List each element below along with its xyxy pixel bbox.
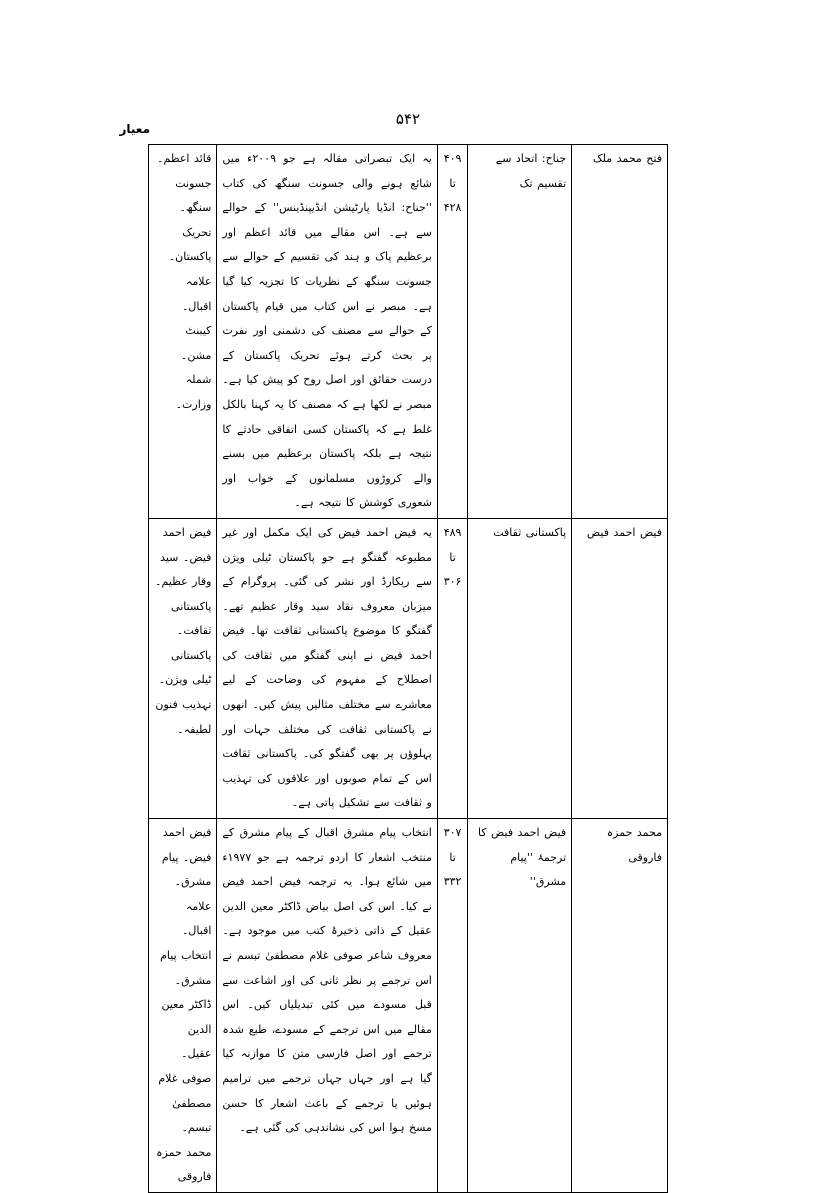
page-to: تا (449, 850, 456, 864)
table-row (149, 518, 668, 818)
table-row (149, 145, 668, 519)
keywords-cell: فیض احمد فیض۔ سید وقار عظیم۔ پاکستانی ثقافت۔ پاکستانی ٹیلی ویژن۔ تہذیب فنون لطیفہ۔ (149, 518, 217, 818)
title-cell: فیض احمد فیض کا ترجمۂ ''پیام مشرق'' (468, 819, 572, 1193)
page-end: ۴۲۸ (443, 201, 462, 215)
page-end: ۳۰۶ (443, 575, 462, 589)
pages-cell (437, 819, 468, 1193)
page-number: ۵۴۲ (395, 110, 421, 128)
page-end: ۳۳۲ (443, 875, 462, 889)
title-cell: پاکستانی ثقافت (468, 518, 572, 818)
index-table (148, 144, 668, 1193)
page-start: ۳۰۷ (443, 826, 462, 840)
pages-cell (437, 145, 468, 519)
title-cell: جناح: اتحاد سے تقسیم تک (468, 145, 572, 519)
page-to: تا (449, 550, 456, 564)
page-start: ۴۰۹ (443, 152, 462, 165)
summary-cell: انتخاب پیام مشرق اقبال کے پیام مشرق کے منتخب اشعار کا اردو ترجمہ ہے جو ۱۹۷۷ء میں شائع ہوا۔ یہ ترجمہ فیض احمد فیض نے کیا۔ اس کی اصل بیاض ڈاکٹر معین الدین عقیل کے ذاتی ذخیرۂ کتب میں موجود ہے۔ معروف شاعر صوفی غلام مصطفیٰ تبسم نے اس ترجمے پر نظر ثانی کی اور اشاعت سے قبل مسودے میں کئی تبدیلیاں کیں۔ اس مقالے میں اس ترجمے کے مسودے، طبع شدہ ترجمے اور اصل فارسی متن کا موازنہ کیا گیا ہے اور جہاں جہاں ترجمے میں ترامیم ہوئیں یا ترجمے کے باعث اشعار کا حسن مسخ ہوا اس کی نشاندہی کی گئی ہے۔ (217, 819, 437, 1193)
table-row (149, 819, 668, 1193)
page-start: ۴۸۹ (443, 525, 462, 539)
pages-cell (437, 518, 468, 818)
keywords-cell: قائد اعظم۔ جسونت سنگھ۔ تحریک پاکستان۔ علامہ اقبال۔ کیبنٹ مشن۔ شملہ وزارت۔ (149, 145, 217, 519)
keywords-cell: فیض احمد فیض۔ پیام مشرق۔ علامہ اقبال۔ انتخاب پیام مشرق۔ ڈاکٹر معین الدین عقیل۔ صوفی غلام مصطفیٰ تبسم۔ محمد حمزہ فاروقی (149, 819, 217, 1193)
author-cell: فتح محمد ملک (572, 145, 668, 519)
author-cell: فیض احمد فیض (572, 518, 668, 818)
journal-name: معیار (119, 122, 150, 136)
page-to: تا (449, 176, 456, 190)
summary-cell: یہ فیض احمد فیض کی ایک مکمل اور غیر مطبوعہ گفتگو ہے جو پاکستان ٹیلی ویژن سے ریکارڈ اور نشر کی گئی۔ پروگرام کے میزبان معروف نقاد سید وقار عظیم تھے۔ گفتگو کا موضوع پاکستانی ثقافت تھا۔ فیض احمد فیض نے اپنی گفتگو میں ثقافت کی اصطلاح کے مفہوم کی وضاحت کے لیے معاشرے سے مختلف مثالیں پیش کیں۔ انھوں نے پاکستانی ثقافت کی مختلف جہات اور پہلوؤں پر بھی گفتگو کی۔ پاکستانی ثقافت اس کے تمام صوبوں اور علاقوں کی تہذیب و ثقافت سے تشکیل پاتی ہے۔ (217, 518, 437, 818)
summary-cell: یہ ایک تبصراتی مقالہ ہے جو ۲۰۰۹ء میں شائع ہونے والی جسونت سنگھ کی کتاب ''جناح: انڈیا پارٹیشن انڈیپنڈینس'' کے حوالے سے ہے۔ اس مقالے میں قائد اعظم اور برعظیم پاک و ہند کی تقسیم کے حوالے سے جسونت سنگھ کے نظریات کا تجزیہ کیا گیا ہے۔ مبصر نے اس کتاب میں قیام پاکستان کے حوالے سے مصنف کی دشمنی اور نفرت پر بحث کرتے ہوئے تحریک پاکستان کے درست حقائق اور اصل روح کو پیش کیا ہے۔ مبصر نے لکھا ہے کہ مصنف کا یہ کہنا بالکل غلط ہے کہ پاکستان کسی اتفاقی حادثے کا نتیجہ ہے بلکہ پاکستان برعظیم میں بسنے والے کروڑوں مسلمانوں کے خواب اور شعوری کوشش کا نتیجہ ہے۔ (217, 145, 437, 519)
author-cell: محمد حمزہ فاروقی (572, 819, 668, 1193)
